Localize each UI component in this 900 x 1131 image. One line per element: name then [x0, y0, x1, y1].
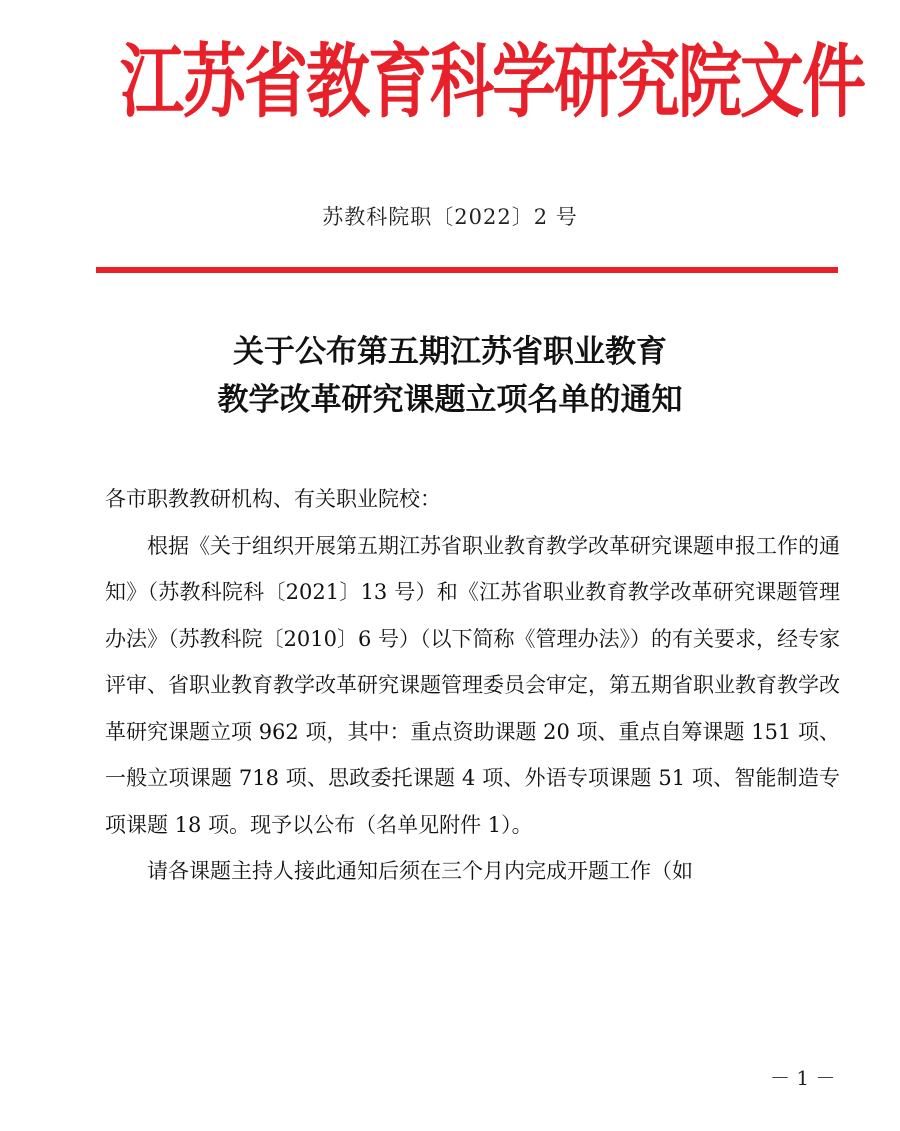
issuing-organization-title: 江苏省教育科学研究院文件 [120, 35, 864, 130]
document-number: 苏教科院职〔2022〕2 号 [322, 205, 578, 229]
addressee: 各市职教教研机构、有关职业院校： [105, 487, 441, 511]
notice-title-line-2: 教学改革研究课题立项名单的通知 [217, 382, 683, 418]
body-paragraph-1: 根据《关于组织开展第五期江苏省职业教育教学改革研究课题申报工作的通知》（苏教科院科〔2021〕13 号）和《江苏省职业教育教学改革研究课题管理办法》（苏教科院〔2010〕6 号）（以下简称《管理办法》）的有关要求，经专家评审、省职业教育教学改革研究课题管理委员会审定，第五期省职业教育教学改革研究课题立项 962 项，其中：重点资助课题 20 项、重点自筹课题 151 项、一般立项课题 718 项、思政委托课题 4 项、外语专项课题 51 项、智能制造专项课题 18 项。现予以公布（名单见附件 1）。 [105, 533, 840, 837]
page-number: － 1 － [770, 1066, 836, 1090]
notice-title-line-1: 关于公布第五期江苏省职业教育 [233, 334, 667, 370]
notice-body [105, 476, 840, 895]
red-separator-line [96, 267, 838, 273]
notice-title [0, 328, 900, 424]
body-paragraph-2: 请各课题主持人接此通知后须在三个月内完成开题工作（如 [147, 859, 693, 883]
